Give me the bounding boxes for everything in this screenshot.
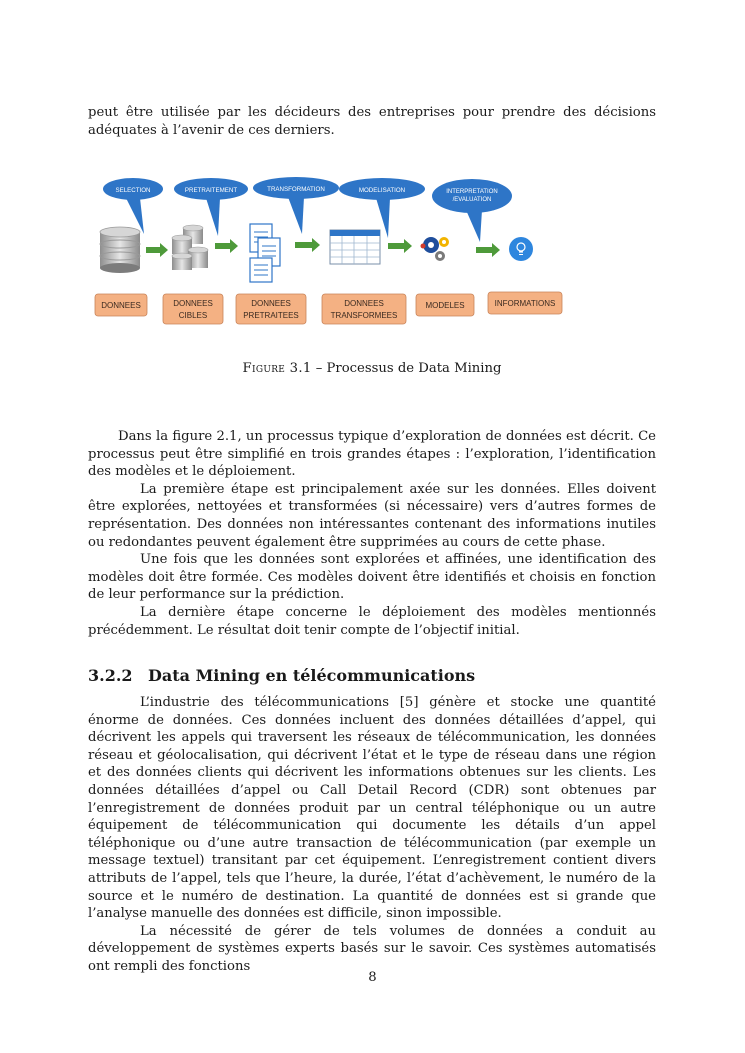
- stage-label: INFORMATIONS: [494, 299, 556, 308]
- stage-box-donnees-cibles: [163, 294, 223, 324]
- caption-text: Processus de Data Mining: [326, 361, 502, 376]
- telecom-section-body: [88, 694, 656, 976]
- stage-label: MODELES: [425, 301, 465, 310]
- stage-box-donnees-pretraitees: [236, 294, 306, 324]
- flow-arrow: [476, 243, 500, 257]
- intro-text: peut être utilisée par les décideurs des entreprises pour prendre des décisions adéquates à l’avenir de ces derniers.: [88, 105, 656, 138]
- paragraph: Dans la figure 2.1, un processus typique d’exploration de données est décrit. Ce processus peut être simplifié en trois grandes étapes : l’exploration, l’identification des modèles et le déploiement.: [88, 429, 656, 480]
- step-label-evaluation: /EVALUATION: [452, 197, 492, 203]
- step-label-interpretation: INTERPRETATION: [446, 189, 498, 195]
- stage-box-donnees-transformees: [322, 294, 406, 324]
- stage-label: DONNEES: [344, 299, 384, 308]
- step-label-selection: SELECTION: [115, 187, 151, 194]
- stage-box-informations: [488, 292, 562, 314]
- stage-box-donnees: [95, 294, 147, 316]
- figure-caption: [88, 361, 656, 376]
- section-heading: [88, 666, 475, 685]
- target-database-icon: [172, 225, 208, 270]
- stage-label: DONNEES: [251, 299, 291, 308]
- step-bubble-selection: [103, 178, 163, 234]
- paragraph: La première étape est principalement axée sur les données. Elles doivent être explorées, nettoyées et transformées (si nécessaire) vers d’autres formes de représentation. Des données non intéressantes contenant des informations inutiles ou redondantes peuvent également être supprimées au cours de cette phase.: [88, 481, 656, 550]
- step-bubble-interpretation: [432, 179, 512, 242]
- process-description: [88, 428, 656, 639]
- stage-label-2: PRETRAITEES: [243, 311, 299, 320]
- table-icon: [330, 230, 380, 264]
- stage-box-modeles: [416, 294, 474, 316]
- page-number: 8: [368, 970, 377, 985]
- paragraph: L’industrie des télécommunications [5] génère et stocke une quantité énorme de données. Ces données incluent des données détaillées d’appel, qui décrivent les appels qui traversent les réseaux de télécommunication, les données réseau et géolocalisation, qui décrivent l’état et le type de réseau dans une région et des données clients qui décrivent les informations obtenues sur les clients. Les données détaillées d’appel ou Call Detail Record (CDR) sont obtenues par l’enregistrement de données produit par un central téléphonique ou un autre équipement de télécommunication qui documente les détails d’un appel téléphonique ou d’une autre transaction de télécommunication (par exemple un message textuel) transitant par cet équipement. L’enregistrement contient divers attributs de l’appel, tels que l’heure, la durée, l’état d’achèvement, le numéro de la source et le numéro de destination. La quantité de données est si grande que l’analyse manuelle des données est difficile, sinon impossible.: [88, 695, 656, 922]
- data-mining-process-figure: [88, 176, 656, 336]
- section-title: Data Mining en télécommunications: [148, 666, 476, 685]
- documents-icon: [250, 224, 280, 282]
- paragraph: La dernière étape concerne le déploiement des modèles mentionnés précédemment. Le résultat doit tenir compte de l’objectif initial.: [88, 604, 656, 638]
- step-label-pretraitement: PRETRAITEMENT: [184, 187, 238, 194]
- database-icon: [100, 227, 140, 273]
- intro-paragraph: [88, 104, 656, 139]
- gears-icon: [421, 237, 450, 261]
- section-number: 3.2.2: [88, 666, 133, 685]
- figure-label: Figure 3.1: [242, 361, 312, 376]
- step-bubble-modelisation: [339, 178, 425, 238]
- stage-label-2: TRANSFORMEES: [330, 311, 398, 320]
- paragraph: La nécessité de gérer de tels volumes de données a conduit au développement de systèmes experts basés sur le savoir. Ces systèmes automatisés ont rempli des fonctions: [88, 923, 656, 974]
- stage-label: DONNEES: [173, 299, 213, 308]
- step-label-modelisation: MODELISATION: [358, 187, 406, 194]
- lightbulb-icon: [509, 237, 533, 261]
- flow-arrow: [388, 239, 412, 253]
- paragraph: Une fois que les données sont explorées et affinées, une identification des modèles doit être formée. Ces modèles doivent être identifiés et choisis en fonction de leur performance sur la prédiction.: [88, 552, 656, 603]
- caption-separator: –: [315, 361, 323, 376]
- flow-arrow: [295, 238, 320, 252]
- step-label-transformation: TRANSFORMATION: [267, 186, 325, 193]
- stage-label: DONNEES: [101, 301, 141, 310]
- flow-arrow: [146, 243, 168, 257]
- stage-label-2: CIBLES: [178, 311, 208, 320]
- flow-arrow: [215, 239, 238, 253]
